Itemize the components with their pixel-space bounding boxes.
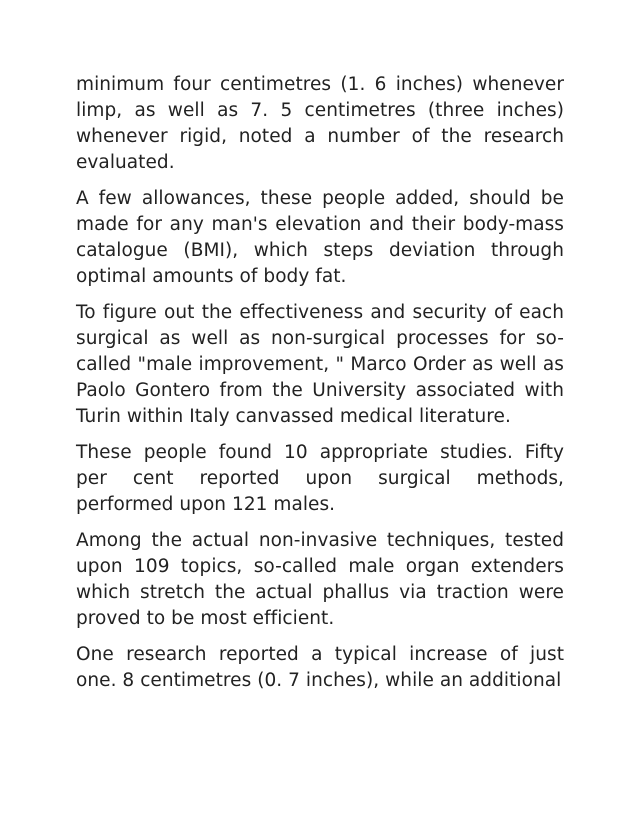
paragraph-3: To figure out the effectiveness and security of each surgical as well as non-surgical processes for so-called "male improvement, " Marco Order as well as Paolo Gontero from the University associated with Turin within Italy canvassed medical literature. [76,302,564,427]
document-page [76,72,564,704]
paragraph-6: One research reported a typical increase of just one. 8 centimetres (0. 7 inches), while an additional [76,644,564,691]
paragraph-2: A few allowances, these people added, should be made for any man's elevation and their body-mass catalogue (BMI), which steps deviation through optimal amounts of body fat. [76,188,564,287]
paragraph-5: Among the actual non-invasive techniques, tested upon 109 topics, so-called male organ extenders which stretch the actual phallus via traction were proved to be most efficient. [76,530,564,629]
paragraph-4: These people found 10 appropriate studies. Fifty per cent reported upon surgical methods, performed upon 121 males. [76,442,564,515]
paragraph-1: minimum four centimetres (1. 6 inches) whenever limp, as well as 7. 5 centimetres (three inches) whenever rigid, noted a number of the research evaluated. [76,74,564,173]
